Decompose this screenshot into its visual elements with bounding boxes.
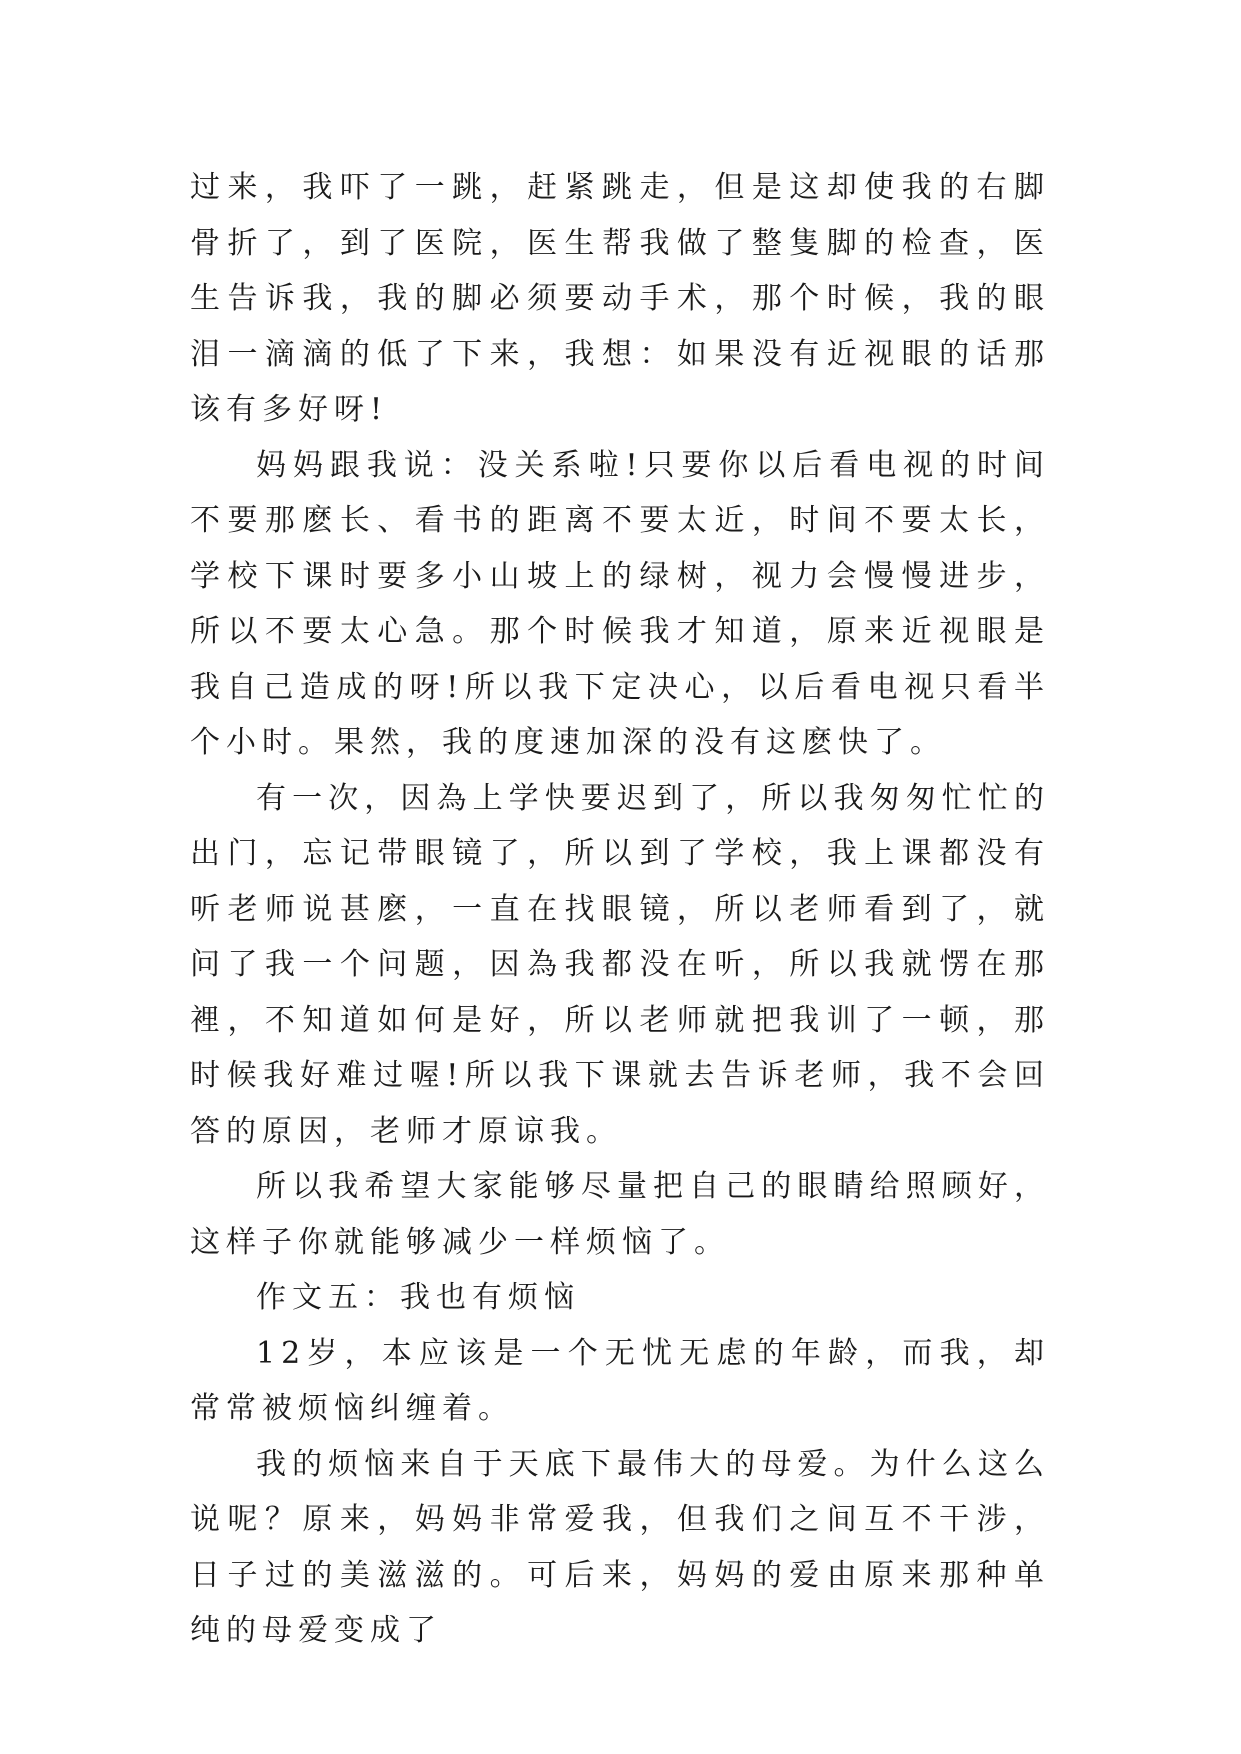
paragraph-2: 妈妈跟我说：没关系啦!只要你以后看电视的时间不要那麽长、看书的距离不要太近，时间不要太长，学校下课时要多小山坡上的绿树，视力会慢慢进步，所以不要太心急。那个时候我才知道，原来近视眼是我自己造成的呀!所以我下定决心，以后看电视只看半个小时。果然，我的度速加深的没有这麽快了。 bbox=[190, 447, 1050, 760]
document-body bbox=[190, 160, 1050, 1659]
section-heading: 作文五：我也有烦恼 bbox=[256, 1280, 580, 1315]
paragraph-3: 有一次，因為上学快要迟到了，所以我匆匆忙忙的出门，忘记带眼镜了，所以到了学校，我上课都没有听老师说甚麽，一直在找眼镜，所以老师看到了，就问了我一个问题，因為我都没在听，所以我就愣在那裡，不知道如何是好，所以老师就把我训了一顿，那时候我好难过喔!所以我下课就去告诉老师，我不会回答的原因，老师才原谅我。 bbox=[190, 780, 1050, 1149]
paragraph-5: 12岁，本应该是一个无忧无虑的年龄，而我，却常常被烦恼纠缠着。 bbox=[190, 1335, 1050, 1426]
paragraph-6: 我的烦恼来自于天底下最伟大的母爱。为什么这么说呢？原来，妈妈非常爱我，但我们之间互不干涉，日子过的美滋滋的。可后来，妈妈的爱由原来那种单纯的母爱变成了 bbox=[190, 1446, 1050, 1648]
paragraph-4: 所以我希望大家能够尽量把自己的眼睛给照顾好，这样子你就能够减少一样烦恼了。 bbox=[190, 1169, 1050, 1260]
paragraph-1: 过来，我吓了一跳，赶紧跳走，但是这却使我的右脚骨折了，到了医院，医生帮我做了整隻脚的检查，医生告诉我，我的脚必须要动手术，那个时候，我的眼泪一滴滴的低了下来，我想：如果没有近视眼的话那该有多好呀! bbox=[190, 170, 1050, 427]
